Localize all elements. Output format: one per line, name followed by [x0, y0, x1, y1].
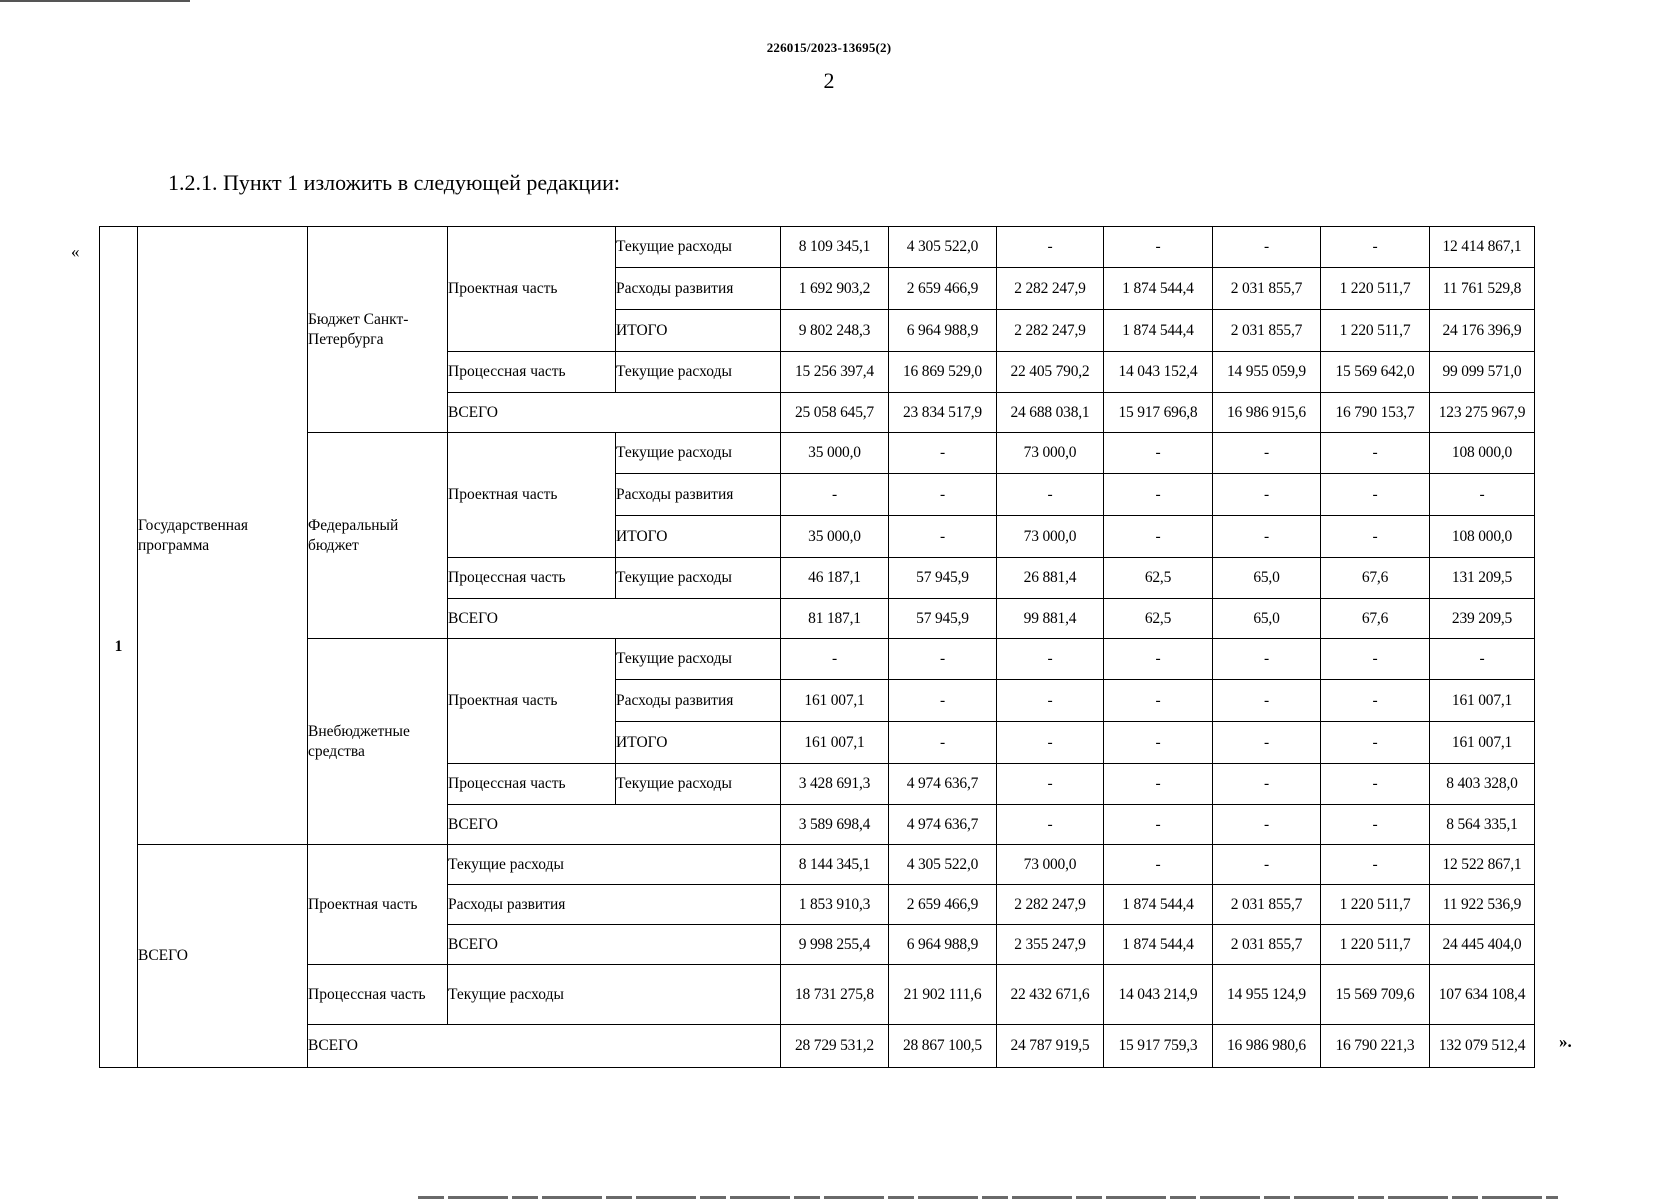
- value-cell: 11 922 536,9: [1430, 885, 1535, 925]
- value-cell: -: [1104, 722, 1213, 764]
- page-number: 2: [823, 68, 835, 93]
- value-cell: -: [997, 639, 1104, 680]
- value-cell: 62,5: [1104, 558, 1213, 599]
- value-cell: -: [1104, 227, 1213, 268]
- value-cell: -: [1104, 805, 1213, 845]
- part-label: Проектная часть: [308, 845, 448, 965]
- value-cell: 35 000,0: [781, 433, 889, 474]
- table-row: [100, 433, 1535, 474]
- value-cell: 161 007,1: [781, 722, 889, 764]
- value-cell: -: [1321, 845, 1430, 885]
- value-cell: -: [1213, 433, 1321, 474]
- value-cell: 14 955 124,9: [1213, 965, 1321, 1025]
- value-cell: -: [1213, 227, 1321, 268]
- value-cell: -: [1430, 639, 1535, 680]
- part-label: Процессная часть: [448, 352, 616, 393]
- value-cell: 46 187,1: [781, 558, 889, 599]
- value-cell: -: [1104, 764, 1213, 805]
- value-cell: 123 275 967,9: [1430, 393, 1535, 433]
- value-cell: 1 874 544,4: [1104, 310, 1213, 352]
- value-cell: 1 220 511,7: [1321, 268, 1430, 310]
- value-cell: -: [1104, 845, 1213, 885]
- expense-type-label: Текущие расходы: [616, 639, 781, 680]
- scan-edge-mark: [0, 0, 190, 2]
- value-cell: 1 853 910,3: [781, 885, 889, 925]
- value-cell: 67,6: [1321, 558, 1430, 599]
- value-cell: 65,0: [1213, 599, 1321, 639]
- value-cell: 2 355 247,9: [997, 925, 1104, 965]
- value-cell: -: [1104, 516, 1213, 558]
- value-cell: 4 305 522,0: [889, 227, 997, 268]
- expense-type-label: Расходы развития: [448, 885, 781, 925]
- value-cell: 16 790 153,7: [1321, 393, 1430, 433]
- value-cell: 14 043 152,4: [1104, 352, 1213, 393]
- value-cell: -: [781, 474, 889, 516]
- expense-type-label: Расходы развития: [616, 680, 781, 722]
- value-cell: 12 414 867,1: [1430, 227, 1535, 268]
- expense-type-label: Текущие расходы: [616, 433, 781, 474]
- value-cell: 73 000,0: [997, 516, 1104, 558]
- value-cell: 2 659 466,9: [889, 268, 997, 310]
- part-label: Проектная часть: [448, 433, 616, 558]
- value-cell: -: [1104, 680, 1213, 722]
- part-label: Процессная часть: [308, 965, 448, 1025]
- value-cell: 9 998 255,4: [781, 925, 889, 965]
- value-cell: 99 099 571,0: [1430, 352, 1535, 393]
- value-cell: 16 986 915,6: [1213, 393, 1321, 433]
- value-cell: 24 445 404,0: [1430, 925, 1535, 965]
- value-cell: 23 834 517,9: [889, 393, 997, 433]
- expense-type-label: Текущие расходы: [448, 845, 781, 885]
- value-cell: 57 945,9: [889, 599, 997, 639]
- value-cell: 3 589 698,4: [781, 805, 889, 845]
- value-cell: 16 869 529,0: [889, 352, 997, 393]
- value-cell: 67,6: [1321, 599, 1430, 639]
- value-cell: 28 867 100,5: [889, 1025, 997, 1068]
- value-cell: 2 031 855,7: [1213, 925, 1321, 965]
- value-cell: -: [1321, 433, 1430, 474]
- value-cell: -: [1213, 639, 1321, 680]
- value-cell: 4 305 522,0: [889, 845, 997, 885]
- expense-type-label: ИТОГО: [616, 516, 781, 558]
- value-cell: -: [1430, 474, 1535, 516]
- value-cell: 28 729 531,2: [781, 1025, 889, 1068]
- value-cell: 2 031 855,7: [1213, 310, 1321, 352]
- value-cell: 1 874 544,4: [1104, 925, 1213, 965]
- table-row: [100, 639, 1535, 680]
- value-cell: 15 569 642,0: [1321, 352, 1430, 393]
- value-cell: 81 187,1: [781, 599, 889, 639]
- value-cell: 239 209,5: [1430, 599, 1535, 639]
- value-cell: 161 007,1: [1430, 680, 1535, 722]
- expense-type-label: Текущие расходы: [616, 764, 781, 805]
- grand-total-label: ВСЕГО: [308, 1025, 781, 1068]
- program-label: Государственная программа: [138, 227, 308, 845]
- expense-type-label: Текущие расходы: [616, 227, 781, 268]
- document-number: 226015/2023-13695(2): [766, 40, 892, 55]
- value-cell: -: [1104, 433, 1213, 474]
- value-cell: 8 564 335,1: [1430, 805, 1535, 845]
- section-heading: 1.2.1. Пункт 1 изложить в следующей редакции:: [168, 170, 620, 195]
- table-row: [100, 965, 1535, 1025]
- value-cell: -: [889, 639, 997, 680]
- value-cell: 15 256 397,4: [781, 352, 889, 393]
- expense-type-label: Текущие расходы: [616, 352, 781, 393]
- value-cell: -: [1321, 227, 1430, 268]
- value-cell: 1 220 511,7: [1321, 925, 1430, 965]
- total-label: ВСЕГО: [448, 393, 781, 433]
- expense-type-label: ВСЕГО: [448, 925, 781, 965]
- value-cell: 14 955 059,9: [1213, 352, 1321, 393]
- value-cell: 22 405 790,2: [997, 352, 1104, 393]
- source-label: Внебюджетные средства: [308, 639, 448, 845]
- value-cell: 108 000,0: [1430, 516, 1535, 558]
- value-cell: -: [889, 474, 997, 516]
- value-cell: 4 974 636,7: [889, 805, 997, 845]
- value-cell: 18 731 275,8: [781, 965, 889, 1025]
- value-cell: -: [889, 433, 997, 474]
- part-label: Проектная часть: [448, 227, 616, 352]
- value-cell: 25 058 645,7: [781, 393, 889, 433]
- value-cell: -: [889, 680, 997, 722]
- part-label: Процессная часть: [448, 764, 616, 805]
- part-label: Проектная часть: [448, 639, 616, 764]
- value-cell: 2 282 247,9: [997, 885, 1104, 925]
- value-cell: 131 209,5: [1430, 558, 1535, 599]
- value-cell: -: [781, 639, 889, 680]
- value-cell: -: [1213, 474, 1321, 516]
- value-cell: 22 432 671,6: [997, 965, 1104, 1025]
- table-row: [100, 227, 1535, 268]
- value-cell: -: [1213, 516, 1321, 558]
- value-cell: 9 802 248,3: [781, 310, 889, 352]
- value-cell: -: [997, 680, 1104, 722]
- value-cell: 15 917 696,8: [1104, 393, 1213, 433]
- value-cell: 15 917 759,3: [1104, 1025, 1213, 1068]
- value-cell: 14 043 214,9: [1104, 965, 1213, 1025]
- expense-type-label: Расходы развития: [616, 268, 781, 310]
- value-cell: -: [1213, 722, 1321, 764]
- value-cell: -: [997, 722, 1104, 764]
- value-cell: 65,0: [1213, 558, 1321, 599]
- value-cell: 26 881,4: [997, 558, 1104, 599]
- value-cell: 4 974 636,7: [889, 764, 997, 805]
- closing-quote: ».: [1559, 1032, 1572, 1051]
- value-cell: -: [1321, 805, 1430, 845]
- value-cell: 99 881,4: [997, 599, 1104, 639]
- value-cell: 24 688 038,1: [997, 393, 1104, 433]
- value-cell: 2 659 466,9: [889, 885, 997, 925]
- value-cell: 8 403 328,0: [1430, 764, 1535, 805]
- value-cell: 35 000,0: [781, 516, 889, 558]
- table-row: [100, 845, 1535, 885]
- source-label: Федеральный бюджет: [308, 433, 448, 639]
- expense-type-label: Текущие расходы: [448, 965, 781, 1025]
- value-cell: -: [1321, 680, 1430, 722]
- value-cell: 15 569 709,6: [1321, 965, 1430, 1025]
- value-cell: 62,5: [1104, 599, 1213, 639]
- value-cell: 107 634 108,4: [1430, 965, 1535, 1025]
- value-cell: -: [1104, 639, 1213, 680]
- value-cell: 6 964 988,9: [889, 925, 997, 965]
- expense-type-label: Расходы развития: [616, 474, 781, 516]
- value-cell: -: [1213, 805, 1321, 845]
- summary-label: ВСЕГО: [138, 845, 308, 1068]
- value-cell: 6 964 988,9: [889, 310, 997, 352]
- value-cell: -: [997, 805, 1104, 845]
- scan-edge-mark: [418, 1196, 1558, 1199]
- expense-type-label: ИТОГО: [616, 722, 781, 764]
- value-cell: 57 945,9: [889, 558, 997, 599]
- value-cell: 161 007,1: [781, 680, 889, 722]
- opening-quote: «: [71, 242, 80, 261]
- value-cell: -: [997, 474, 1104, 516]
- value-cell: 2 031 855,7: [1213, 885, 1321, 925]
- value-cell: 24 787 919,5: [997, 1025, 1104, 1068]
- value-cell: 21 902 111,6: [889, 965, 997, 1025]
- value-cell: 8 109 345,1: [781, 227, 889, 268]
- row-index: 1: [100, 227, 138, 1068]
- value-cell: 16 986 980,6: [1213, 1025, 1321, 1068]
- value-cell: 73 000,0: [997, 433, 1104, 474]
- value-cell: -: [889, 722, 997, 764]
- value-cell: 2 282 247,9: [997, 268, 1104, 310]
- value-cell: 16 790 221,3: [1321, 1025, 1430, 1068]
- total-label: ВСЕГО: [448, 805, 781, 845]
- value-cell: 3 428 691,3: [781, 764, 889, 805]
- value-cell: -: [1321, 474, 1430, 516]
- value-cell: 2 031 855,7: [1213, 268, 1321, 310]
- value-cell: 1 874 544,4: [1104, 885, 1213, 925]
- value-cell: -: [1104, 474, 1213, 516]
- value-cell: 1 220 511,7: [1321, 310, 1430, 352]
- value-cell: 1 692 903,2: [781, 268, 889, 310]
- value-cell: -: [889, 516, 997, 558]
- value-cell: -: [997, 764, 1104, 805]
- value-cell: -: [1321, 639, 1430, 680]
- budget-table: [99, 226, 1535, 1068]
- value-cell: -: [1213, 764, 1321, 805]
- value-cell: 108 000,0: [1430, 433, 1535, 474]
- value-cell: -: [1213, 680, 1321, 722]
- value-cell: -: [1321, 764, 1430, 805]
- value-cell: 1 874 544,4: [1104, 268, 1213, 310]
- value-cell: 73 000,0: [997, 845, 1104, 885]
- value-cell: 161 007,1: [1430, 722, 1535, 764]
- total-label: ВСЕГО: [448, 599, 781, 639]
- expense-type-label: ИТОГО: [616, 310, 781, 352]
- value-cell: 11 761 529,8: [1430, 268, 1535, 310]
- value-cell: -: [1321, 516, 1430, 558]
- value-cell: 8 144 345,1: [781, 845, 889, 885]
- value-cell: -: [997, 227, 1104, 268]
- value-cell: -: [1213, 845, 1321, 885]
- table-row: [100, 1025, 1535, 1068]
- value-cell: 2 282 247,9: [997, 310, 1104, 352]
- expense-type-label: Текущие расходы: [616, 558, 781, 599]
- value-cell: 12 522 867,1: [1430, 845, 1535, 885]
- value-cell: -: [1321, 722, 1430, 764]
- part-label: Процессная часть: [448, 558, 616, 599]
- value-cell: 132 079 512,4: [1430, 1025, 1535, 1068]
- source-label: Бюджет Санкт-Петербурга: [308, 227, 448, 433]
- value-cell: 24 176 396,9: [1430, 310, 1535, 352]
- value-cell: 1 220 511,7: [1321, 885, 1430, 925]
- budget-table-body: [100, 227, 1535, 1068]
